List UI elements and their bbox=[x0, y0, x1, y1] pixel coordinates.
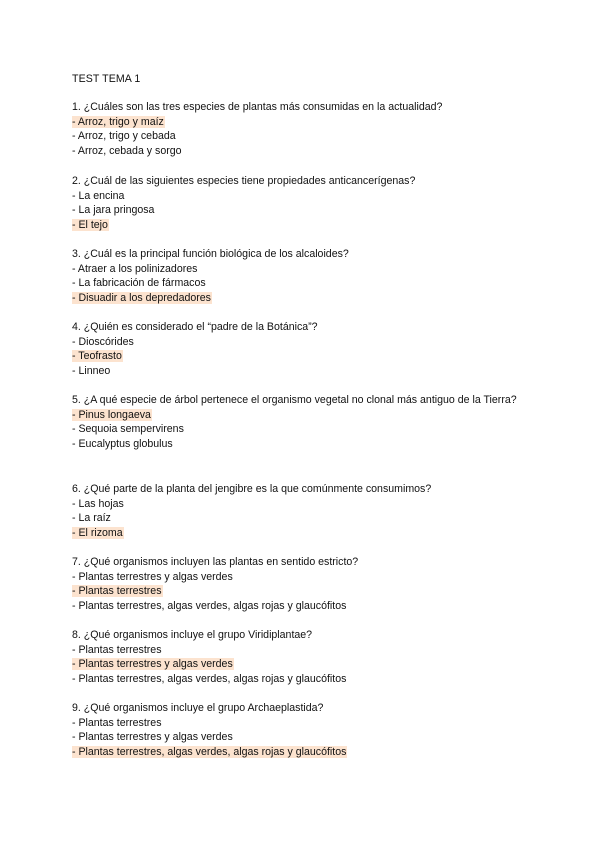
answer-highlight: - El rizoma bbox=[72, 527, 123, 540]
answer-highlight: - Plantas terrestres, algas verdes, algas rojas y glaucófitos bbox=[72, 746, 347, 759]
option: - Linneo bbox=[72, 365, 111, 378]
option bbox=[72, 218, 534, 233]
question-7 bbox=[72, 555, 534, 614]
option: - La jara pringosa bbox=[72, 204, 155, 217]
question-text: 4. ¿Quién es considerado el “padre de la Botánica”? bbox=[72, 321, 318, 333]
option: - Eucalyptus globulus bbox=[72, 438, 173, 451]
option: - La encina bbox=[72, 189, 125, 202]
option: - Plantas terrestres bbox=[72, 643, 162, 656]
option bbox=[72, 657, 534, 672]
option: - Plantas terrestres, algas verdes, algas rojas y glaucófitos bbox=[72, 673, 347, 686]
question-9 bbox=[72, 701, 534, 760]
question-8 bbox=[72, 628, 534, 687]
option bbox=[72, 745, 534, 760]
option: - Atraer a los polinizadores bbox=[72, 262, 198, 275]
answer-highlight: - Arroz, trigo y maíz bbox=[72, 115, 164, 128]
option bbox=[72, 349, 534, 364]
question-text: 8. ¿Qué organismos incluye el grupo Viridiplantae? bbox=[72, 629, 313, 641]
option bbox=[72, 408, 534, 423]
question-2 bbox=[72, 174, 534, 233]
option: - Dioscórides bbox=[72, 335, 134, 348]
option: - Arroz, trigo y cebada bbox=[72, 130, 176, 143]
option: - Plantas terrestres y algas verdes bbox=[72, 731, 233, 744]
question-text: 3. ¿Cuál es la principal función biológica de los alcaloides? bbox=[72, 248, 349, 260]
question-5 bbox=[72, 393, 534, 452]
question-text: 1. ¿Cuáles son las tres especies de plantas más consumidas en la actualidad? bbox=[72, 101, 443, 113]
option: - La fabricación de fármacos bbox=[72, 277, 206, 290]
question-6 bbox=[72, 482, 534, 541]
question-3 bbox=[72, 247, 534, 306]
question-1 bbox=[72, 100, 534, 159]
answer-highlight: - Plantas terrestres y algas verdes bbox=[72, 658, 233, 671]
question-text: 5. ¿A qué especie de árbol pertenece el organismo vegetal no clonal más antiguo de la Tierra? bbox=[72, 394, 517, 406]
page-title: TEST TEMA 1 bbox=[72, 73, 141, 85]
option: - Plantas terrestres y algas verdes bbox=[72, 570, 233, 583]
option bbox=[72, 115, 534, 130]
question-4 bbox=[72, 320, 534, 379]
question-text: 2. ¿Cuál de las siguientes especies tiene propiedades anticancerígenas? bbox=[72, 175, 416, 187]
option: - Arroz, cebada y sorgo bbox=[72, 145, 182, 158]
answer-highlight: - Teofrasto bbox=[72, 350, 122, 363]
option bbox=[72, 291, 534, 306]
answer-highlight: - Pinus longaeva bbox=[72, 408, 151, 421]
question-text: 7. ¿Qué organismos incluyen las plantas en sentido estricto? bbox=[72, 556, 359, 568]
question-text: 6. ¿Qué parte de la planta del jengibre es la que comúnmente consumimos? bbox=[72, 483, 432, 495]
question-text: 9. ¿Qué organismos incluye el grupo Archaeplastida? bbox=[72, 702, 324, 714]
option bbox=[72, 584, 534, 599]
option bbox=[72, 526, 534, 541]
option: - Plantas terrestres bbox=[72, 716, 162, 729]
option: - Las hojas bbox=[72, 497, 124, 510]
answer-highlight: - Plantas terrestres bbox=[72, 585, 162, 598]
answer-highlight: - El tejo bbox=[72, 219, 108, 232]
option: - Plantas terrestres, algas verdes, algas rojas y glaucófitos bbox=[72, 600, 347, 613]
answer-highlight: - Disuadir a los depredadores bbox=[72, 292, 211, 305]
option: - La raíz bbox=[72, 512, 111, 525]
option: - Sequoia sempervirens bbox=[72, 423, 184, 436]
